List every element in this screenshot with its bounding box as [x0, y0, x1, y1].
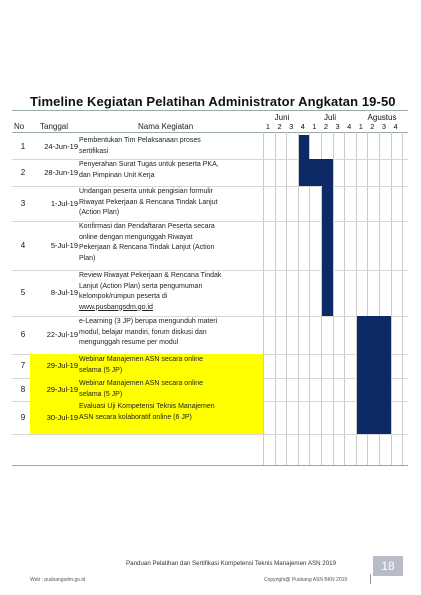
row-activity [79, 160, 267, 181]
activity-line: Webinar Manajemen ASN secara online [79, 380, 203, 387]
row-activity [79, 187, 267, 219]
activity-line: Evaluasi Uji Kompetensi Teknis Manajemen [79, 403, 215, 410]
gantt-bar [322, 221, 333, 270]
page-title: Timeline Kegiatan Pelatihan Administrator Angkatan 19-50 [30, 94, 396, 109]
row-date: 1-Jul-19 [50, 198, 78, 208]
week-label: 2 [370, 122, 375, 131]
week-label: 1 [358, 122, 363, 131]
gantt-bar [357, 316, 391, 354]
activity-line: www.pusbangsdm.go.id [79, 303, 153, 311]
row-date: 8-Jul-19 [50, 288, 78, 297]
header-date: Tanggal [40, 122, 69, 131]
activity-line: Lanjut (Action Plan) serta pengumuman [79, 282, 203, 290]
gantt-bar [357, 401, 391, 434]
activity-line: (Action Plan) [79, 209, 120, 216]
activity-line: Undangan peserta untuk pengisian formulir [79, 188, 213, 195]
row-divider [12, 434, 408, 435]
footer-website: Web : pusbangsdm.go.id [30, 577, 86, 583]
week-grid-line [402, 132, 403, 465]
activity-line: Riwayat Pekerjaan & Rencana Tindak Lanjut [79, 198, 218, 206]
row-number: 1 [20, 142, 26, 151]
row-activity [79, 271, 267, 313]
header-activity: Nama Kegiatan [138, 122, 194, 131]
row-activity [79, 222, 267, 264]
activity-line: mengunggah resume per modul [79, 339, 179, 346]
row-number: 6 [20, 330, 26, 339]
row-number: 2 [20, 167, 26, 177]
week-label: 1 [312, 122, 317, 131]
week-grid-line [286, 132, 287, 465]
week-grid-line [333, 132, 334, 465]
activity-line: Penyerahan Surat Tugas untuk peserta PKA, [79, 161, 219, 168]
row-date: 29-Jul-19 [46, 361, 78, 370]
week-label: 3 [381, 122, 387, 131]
activity-line: Plan) [79, 254, 96, 262]
activity-line: sertifikasi [79, 147, 109, 155]
row-activity [79, 355, 267, 376]
month-june: Juni [274, 113, 290, 122]
gantt-bar [299, 135, 310, 159]
week-grid-line [344, 132, 345, 465]
activity-line: selama (5 JP) [79, 390, 123, 398]
footer-text: Panduan Pelatihan dan Sertifikasi Kompetensi Teknis Manajemen ASN 2019 [126, 560, 337, 567]
row-date: 29-Jul-19 [46, 384, 78, 394]
row-date: 28-Jun-19 [44, 167, 78, 177]
footer-copyright: Copyright@ Pusbang ASN BKN 2019 [264, 577, 348, 583]
activity-line: e-Learning (3 JP) berupa mengunduh materi [79, 318, 218, 325]
header-no: No [14, 122, 25, 131]
week-label: 3 [289, 122, 294, 131]
row-activity [79, 379, 267, 400]
row-date: 24-Jun-19 [44, 142, 78, 151]
activity-line: kelompok/rumpun peserta di [79, 293, 168, 300]
week-label: 2 [323, 122, 329, 131]
row-date: 5-Jul-19 [50, 240, 78, 250]
gantt-bar [357, 378, 391, 401]
activity-line: Webinar Manajemen ASN secara online [79, 356, 203, 363]
activity-line: Review Riwayat Pekerjaan & Rencana Tindak [79, 272, 222, 279]
week-label: 2 [277, 122, 282, 131]
row-number: 3 [20, 198, 26, 208]
table-bottom-rule [12, 465, 408, 466]
gantt-bar [357, 354, 391, 378]
gantt-bar [299, 159, 333, 186]
month-july: Juli [323, 113, 336, 122]
week-label: 4 [347, 122, 352, 131]
gantt-bar [322, 186, 333, 221]
row-date: 30-Jul-19 [46, 412, 78, 422]
row-date: 22-Jul-19 [46, 330, 78, 339]
week-label: 4 [300, 122, 305, 131]
activity-line: selama (5 JP) [79, 366, 123, 374]
week-grid-line [275, 132, 276, 465]
row-activity [79, 402, 267, 423]
row-number: 8 [20, 384, 26, 394]
row-number: 5 [20, 288, 26, 297]
table-top-rule [12, 110, 408, 111]
row-number: 4 [20, 240, 26, 250]
activity-line: dan Pimpinan Unit Kerja [79, 171, 155, 179]
gantt-bar [322, 270, 333, 316]
row-number: 7 [20, 361, 26, 370]
activity-line: online dengan mengunggah Riwayat [79, 233, 193, 241]
month-august: Agustus [367, 113, 397, 122]
activity-line: modul, belajar mandiri, forum diskusi dan [79, 328, 207, 336]
activity-line: Pekerjaan & Rencana Tindak Lanjut (Action [79, 244, 215, 251]
activity-line: Pembentukan Tim Pelaksanaan proses [79, 137, 201, 144]
activity-line: ASN secara kolaboratif online (6 JP) [79, 413, 192, 421]
week-grid-line [391, 132, 392, 465]
row-activity [79, 317, 267, 349]
week-label: 4 [393, 122, 398, 131]
row-number: 9 [20, 412, 26, 422]
header-bottom-rule [12, 132, 408, 133]
activity-line: Konfirmasi dan Pendaftaran Peserta secara [79, 223, 215, 230]
row-activity [79, 136, 267, 157]
footer-divider [370, 574, 371, 584]
week-label: 1 [265, 122, 271, 131]
timeline-table [12, 110, 408, 466]
week-label: 3 [335, 122, 340, 131]
page-number: 18 [373, 556, 403, 576]
